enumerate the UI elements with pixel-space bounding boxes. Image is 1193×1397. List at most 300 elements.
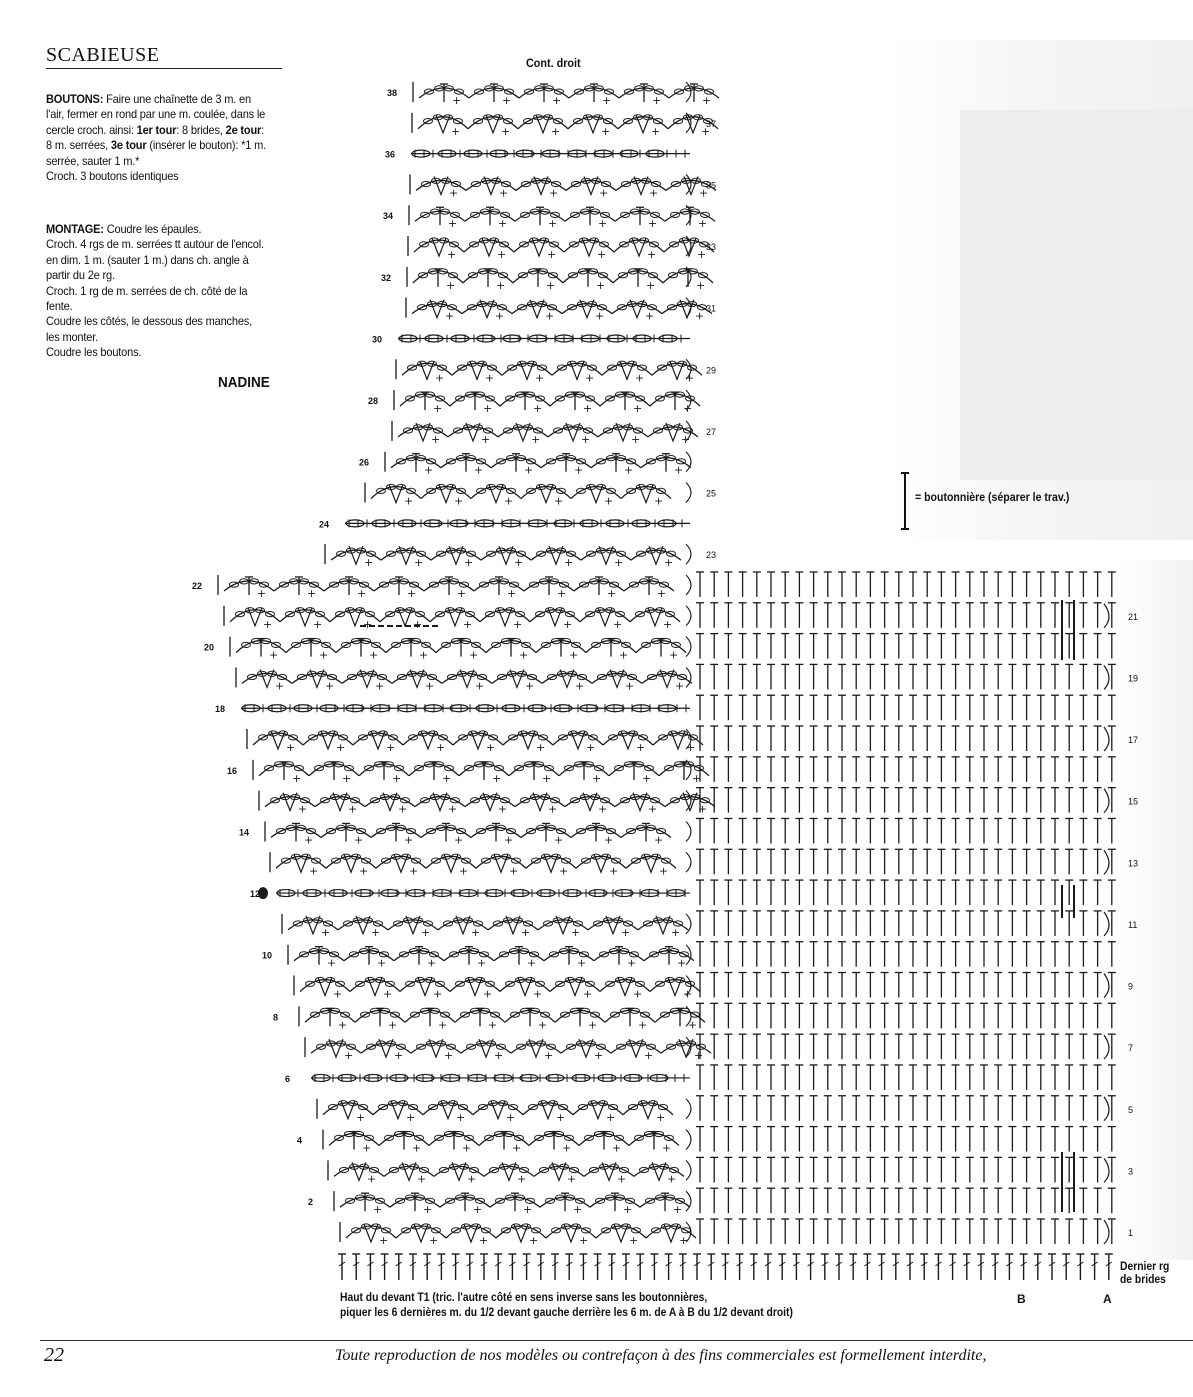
single-crochet-stitch: + — [386, 741, 396, 755]
single-crochet-stitch: + — [519, 648, 529, 662]
single-crochet-stitch: + — [635, 371, 645, 385]
single-crochet-stitch: + — [447, 248, 457, 262]
single-crochet-stitch: + — [419, 648, 429, 662]
single-crochet-stitch: + — [624, 463, 634, 477]
single-crochet-stitch: + — [638, 1018, 648, 1032]
fan-stitch — [656, 916, 670, 934]
single-crochet-stitch: + — [598, 217, 608, 231]
single-crochet-stitch: + — [557, 586, 567, 600]
fan-stitch — [516, 423, 530, 441]
single-crochet-stitch: + — [613, 617, 623, 631]
fan-stitch — [566, 423, 580, 441]
turning-chain — [686, 1130, 691, 1150]
single-crochet-stitch: + — [545, 309, 555, 323]
turning-chain — [686, 821, 691, 841]
single-crochet-stitch: + — [429, 1234, 439, 1247]
turning-chain — [1104, 974, 1109, 998]
row-number-label: 4 — [297, 1135, 303, 1146]
fan-stitch — [552, 1162, 566, 1180]
turning-chain — [686, 483, 691, 503]
single-crochet-stitch: + — [662, 1141, 672, 1155]
single-crochet-stitch: + — [309, 864, 319, 878]
single-crochet-stitch: + — [481, 432, 491, 446]
single-crochet-stitch: + — [363, 617, 373, 631]
fan-stitch — [529, 1039, 543, 1057]
fan-stitch — [310, 669, 324, 687]
single-crochet-stitch: + — [538, 1018, 548, 1032]
single-crochet-stitch: + — [656, 1110, 666, 1124]
single-crochet-stitch: + — [673, 1203, 683, 1217]
turning-chain — [1104, 1220, 1109, 1244]
single-crochet-stitch: + — [699, 186, 709, 200]
single-crochet-stitch: + — [631, 432, 641, 446]
fan-stitch — [349, 546, 363, 564]
turning-chain — [1104, 850, 1109, 874]
single-crochet-stitch: + — [362, 1141, 372, 1155]
single-crochet-stitch: + — [325, 679, 335, 693]
fan-stitch — [533, 793, 547, 811]
single-crochet-stitch: + — [499, 186, 509, 200]
single-crochet-stitch: + — [579, 1234, 589, 1247]
row-number-label: 30 — [372, 334, 383, 345]
single-crochet-stitch: + — [414, 556, 424, 570]
fan-stitch — [416, 423, 430, 441]
single-crochet-stitch: + — [359, 864, 369, 878]
single-crochet-stitch: + — [698, 217, 708, 231]
single-crochet-stitch: + — [498, 802, 508, 816]
single-crochet-stitch: + — [701, 124, 711, 138]
fan-stitch — [634, 176, 648, 194]
fan-stitch — [502, 1162, 516, 1180]
single-crochet-stitch: + — [663, 617, 673, 631]
fan-stitch — [660, 669, 674, 687]
mark-a: A — [1103, 1292, 1112, 1306]
single-crochet-stitch: + — [688, 1018, 698, 1032]
single-crochet-stitch: + — [671, 925, 681, 939]
single-crochet-stitch: + — [547, 248, 557, 262]
single-crochet-stitch: + — [495, 309, 505, 323]
turning-chain — [1104, 665, 1109, 689]
single-crochet-stitch: + — [601, 124, 611, 138]
row-number-label: 7 — [1128, 1043, 1134, 1054]
single-crochet-stitch: + — [427, 956, 437, 970]
single-crochet-stitch: + — [452, 94, 462, 107]
single-crochet-stitch: + — [471, 925, 481, 939]
turning-chain — [1104, 1097, 1109, 1121]
row-number-label: 12 — [250, 889, 261, 900]
single-crochet-stitch: + — [564, 556, 574, 570]
fan-stitch — [534, 176, 548, 194]
single-crochet-stitch: + — [531, 432, 541, 446]
fan-stitch — [606, 916, 620, 934]
fan-stitch — [430, 300, 444, 318]
single-crochet-stitch: + — [473, 1203, 483, 1217]
fan-stitch — [283, 793, 297, 811]
single-crochet-stitch: + — [436, 741, 446, 755]
fan-stitch — [666, 423, 680, 441]
single-crochet-stitch: + — [573, 1203, 583, 1217]
single-crochet-stitch: + — [497, 248, 507, 262]
single-crochet-stitch: + — [536, 741, 546, 755]
single-crochet-stitch: + — [509, 864, 519, 878]
row-number-label: 9 — [1128, 981, 1134, 992]
row-number-label: 18 — [215, 704, 226, 715]
single-crochet-stitch: + — [392, 771, 402, 785]
single-crochet-stitch: + — [488, 1018, 498, 1032]
single-crochet-stitch: + — [257, 586, 267, 600]
footer-rule — [40, 1340, 1193, 1341]
single-crochet-stitch: + — [357, 586, 367, 600]
fan-stitch — [480, 300, 494, 318]
single-crochet-stitch: + — [448, 802, 458, 816]
single-crochet-stitch: + — [586, 741, 596, 755]
fan-stitch — [433, 793, 447, 811]
single-crochet-stitch: + — [407, 586, 417, 600]
single-crochet-stitch: + — [338, 1018, 348, 1032]
fan-stitch — [456, 916, 470, 934]
single-crochet-stitch: + — [486, 741, 496, 755]
single-crochet-stitch: + — [525, 679, 535, 693]
single-crochet-stitch: + — [604, 833, 614, 847]
single-crochet-stitch: + — [629, 1234, 639, 1247]
pattern-title: SCABIEUSE — [46, 44, 160, 66]
fan-stitch — [452, 1162, 466, 1180]
designer-name: NADINE — [218, 374, 270, 391]
single-crochet-stitch: + — [448, 217, 458, 231]
single-crochet-stitch: + — [599, 186, 609, 200]
single-crochet-stitch: + — [409, 864, 419, 878]
single-crochet-stitch: + — [649, 186, 659, 200]
turning-chain — [686, 1191, 691, 1211]
turning-chain — [686, 575, 691, 595]
single-crochet-stitch: + — [462, 1141, 472, 1155]
single-crochet-stitch: + — [371, 925, 381, 939]
fan-stitch — [616, 423, 630, 441]
fan-stitch — [530, 300, 544, 318]
single-crochet-stitch: + — [546, 278, 556, 292]
single-crochet-stitch: + — [696, 278, 706, 292]
row-number-label: 3 — [1128, 1166, 1134, 1177]
single-crochet-stitch: + — [286, 741, 296, 755]
single-crochet-stitch: + — [445, 309, 455, 323]
fan-stitch — [556, 916, 570, 934]
single-crochet-stitch: + — [574, 463, 584, 477]
single-crochet-stitch: + — [433, 987, 443, 1001]
fan-stitch — [499, 546, 513, 564]
single-crochet-stitch: + — [406, 1110, 416, 1124]
turning-chain — [686, 544, 691, 564]
row-number-label: 22 — [192, 580, 203, 591]
row-number-label: 2 — [308, 1197, 314, 1208]
single-crochet-stitch: + — [517, 1172, 527, 1186]
turning-chain — [1104, 727, 1109, 751]
single-crochet-stitch: + — [583, 402, 593, 416]
turning-chain — [1104, 604, 1109, 628]
row-number-label: 17 — [1128, 735, 1139, 746]
single-crochet-stitch: + — [642, 771, 652, 785]
row-number-label: 29 — [706, 365, 717, 376]
row-number-label: 6 — [285, 1073, 291, 1084]
single-crochet-stitch: + — [685, 371, 695, 385]
single-crochet-stitch: + — [423, 1203, 433, 1217]
single-crochet-stitch: + — [651, 124, 661, 138]
single-crochet-stitch: + — [698, 802, 708, 816]
last-row-label: Dernier rg de brides — [1120, 1259, 1170, 1286]
fan-stitch — [466, 423, 480, 441]
single-crochet-stitch: + — [421, 925, 431, 939]
single-crochet-stitch: + — [474, 463, 484, 477]
single-crochet-stitch: + — [627, 956, 637, 970]
turning-chain — [686, 760, 691, 780]
single-crochet-stitch: + — [524, 463, 534, 477]
single-crochet-stitch: + — [548, 217, 558, 231]
fan-stitch — [633, 793, 647, 811]
single-crochet-stitch: + — [669, 648, 679, 662]
single-crochet-stitch: + — [567, 1172, 577, 1186]
turning-chain — [1104, 912, 1109, 936]
single-crochet-stitch: + — [697, 248, 707, 262]
row-number-label: 11 — [1128, 919, 1138, 930]
single-crochet-stitch: + — [404, 833, 414, 847]
single-crochet-stitch: + — [433, 402, 443, 416]
fan-stitch — [333, 793, 347, 811]
fan-stitch — [579, 1039, 593, 1057]
single-crochet-stitch: + — [464, 556, 474, 570]
single-crochet-stitch: + — [623, 1203, 633, 1217]
single-crochet-stitch: + — [377, 956, 387, 970]
single-crochet-stitch: + — [298, 802, 308, 816]
single-crochet-stitch: + — [652, 94, 662, 107]
fan-stitch — [580, 300, 594, 318]
turning-chain — [686, 452, 691, 472]
row-number-label: 27 — [706, 426, 717, 437]
single-crochet-stitch: + — [275, 679, 285, 693]
single-crochet-stitch: + — [633, 987, 643, 1001]
single-crochet-stitch: + — [292, 771, 302, 785]
fan-stitch — [383, 793, 397, 811]
row-number-label: 24 — [319, 519, 330, 530]
single-crochet-stitch: + — [559, 864, 569, 878]
single-crochet-stitch: + — [548, 802, 558, 816]
single-crochet-stitch: + — [494, 1049, 504, 1063]
single-crochet-stitch: + — [504, 494, 514, 508]
fan-stitch — [402, 1162, 416, 1180]
single-crochet-stitch: + — [507, 586, 517, 600]
single-crochet-stitch: + — [444, 1049, 454, 1063]
turning-chain — [686, 914, 691, 934]
single-crochet-stitch: + — [446, 278, 456, 292]
fan-stitch — [484, 176, 498, 194]
fan-stitch — [306, 916, 320, 934]
single-crochet-stitch: + — [596, 278, 606, 292]
single-crochet-stitch: + — [549, 186, 559, 200]
single-crochet-stitch: + — [304, 833, 314, 847]
single-crochet-stitch: + — [571, 925, 581, 939]
single-crochet-stitch: + — [449, 186, 459, 200]
single-crochet-stitch: + — [477, 956, 487, 970]
single-crochet-stitch: + — [675, 679, 685, 693]
row-number-label: 38 — [387, 88, 398, 98]
turning-chain — [686, 852, 691, 872]
single-crochet-stitch: + — [654, 494, 664, 508]
single-crochet-stitch: + — [577, 956, 587, 970]
single-crochet-stitch: + — [604, 494, 614, 508]
row-number-label: 34 — [383, 211, 394, 222]
single-crochet-stitch: + — [512, 1141, 522, 1155]
single-crochet-stitch: + — [527, 956, 537, 970]
fan-stitch — [399, 546, 413, 564]
single-crochet-stitch: + — [617, 1172, 627, 1186]
single-crochet-stitch: + — [475, 679, 485, 693]
fan-stitch — [379, 1039, 393, 1057]
single-crochet-stitch: + — [695, 309, 705, 323]
single-crochet-stitch: + — [614, 556, 624, 570]
fan-stitch — [584, 176, 598, 194]
single-crochet-stitch: + — [375, 679, 385, 693]
buttons-instructions: BOUTONS: Faire une chaînette de 3 m. en l'air, fermer en rond par une m. coulée, dans le cercle croch. ainsi: 1er tour: 8 brides, 2e tour: 8 m. serrées, 3e tour (insérer le bouton): *1 m. serrée, sauter 1 m.* Croch. 3 boutons identiques — [46, 92, 267, 184]
single-crochet-stitch: + — [333, 987, 343, 1001]
single-crochet-stitch: + — [575, 679, 585, 693]
single-crochet-stitch: + — [327, 956, 337, 970]
single-crochet-stitch: + — [431, 432, 441, 446]
row-number-label: 20 — [204, 642, 215, 653]
single-crochet-stitch: + — [648, 802, 658, 816]
single-crochet-stitch: + — [412, 1141, 422, 1155]
row-number-label: 14 — [239, 827, 250, 838]
single-crochet-stitch: + — [597, 248, 607, 262]
single-crochet-stitch: + — [483, 987, 493, 1001]
turning-chain — [686, 1160, 691, 1180]
single-crochet-stitch: + — [501, 124, 511, 138]
single-crochet-stitch: + — [438, 1018, 448, 1032]
row-number-label: 16 — [227, 765, 238, 776]
page-number: 22 — [44, 1344, 64, 1366]
chart-caption: Haut du devant T1 (tric. l'autre côté en sens inverse sans les boutonnières, piquer les 6 dernières m. du 1/2 devant gauche derrière les 6 m. de A à B du 1/2 devant droit) — [340, 1290, 793, 1319]
single-crochet-stitch: + — [686, 741, 696, 755]
single-crochet-stitch: + — [404, 494, 414, 508]
single-crochet-stitch: + — [523, 1203, 533, 1217]
single-crochet-stitch: + — [269, 648, 279, 662]
chart-top-label: Cont. droit — [526, 56, 581, 70]
single-crochet-stitch: + — [369, 648, 379, 662]
row-number-label: 32 — [381, 272, 392, 283]
fan-stitch — [630, 300, 644, 318]
row-number-label: 15 — [1128, 796, 1139, 807]
fan-stitch — [352, 1162, 366, 1180]
turning-chain — [686, 637, 691, 657]
single-crochet-stitch: + — [664, 556, 674, 570]
single-crochet-stitch: + — [551, 124, 561, 138]
row-number-label: 1 — [1128, 1228, 1134, 1238]
single-crochet-stitch: + — [583, 987, 593, 1001]
single-crochet-stitch: + — [554, 494, 564, 508]
single-crochet-stitch: + — [595, 309, 605, 323]
single-crochet-stitch: + — [442, 771, 452, 785]
single-crochet-stitch: + — [435, 371, 445, 385]
fan-stitch — [479, 1039, 493, 1057]
single-crochet-stitch: + — [521, 925, 531, 939]
single-crochet-stitch: + — [683, 402, 693, 416]
row-number-label: 35 — [706, 180, 717, 191]
fan-stitch — [649, 546, 663, 564]
single-crochet-stitch: + — [621, 925, 631, 939]
single-crochet-stitch: + — [609, 864, 619, 878]
single-crochet-stitch: + — [373, 1203, 383, 1217]
fan-stitch — [260, 669, 274, 687]
mark-b: B — [1017, 1292, 1026, 1306]
single-crochet-stitch: + — [585, 371, 595, 385]
turning-chain — [1104, 789, 1109, 813]
single-crochet-stitch: + — [692, 771, 702, 785]
single-crochet-stitch: + — [463, 617, 473, 631]
single-crochet-stitch: + — [694, 1049, 704, 1063]
single-crochet-stitch: + — [313, 617, 323, 631]
single-crochet-stitch: + — [648, 217, 658, 231]
row-number-label: 33 — [706, 242, 717, 253]
single-crochet-stitch: + — [544, 1049, 554, 1063]
single-crochet-stitch: + — [592, 771, 602, 785]
single-crochet-stitch: + — [644, 1049, 654, 1063]
fan-stitch — [583, 793, 597, 811]
single-crochet-stitch: + — [454, 494, 464, 508]
single-crochet-stitch: + — [612, 1141, 622, 1155]
single-crochet-stitch: + — [529, 1234, 539, 1247]
fan-stitch — [549, 546, 563, 564]
fan-stitch — [599, 546, 613, 564]
fan-stitch — [406, 916, 420, 934]
single-crochet-stitch: + — [619, 648, 629, 662]
fan-stitch — [602, 1162, 616, 1180]
single-crochet-stitch: + — [469, 648, 479, 662]
fan-stitch — [434, 176, 448, 194]
turning-chain — [1104, 1035, 1109, 1059]
single-crochet-stitch: + — [581, 432, 591, 446]
single-crochet-stitch: + — [319, 648, 329, 662]
single-crochet-stitch: + — [263, 617, 273, 631]
single-crochet-stitch: + — [535, 371, 545, 385]
single-crochet-stitch: + — [398, 802, 408, 816]
single-crochet-stitch: + — [454, 833, 464, 847]
single-crochet-stitch: + — [348, 802, 358, 816]
single-crochet-stitch: + — [467, 1172, 477, 1186]
single-crochet-stitch: + — [504, 833, 514, 847]
single-crochet-stitch: + — [367, 1172, 377, 1186]
single-crochet-stitch: + — [457, 586, 467, 600]
row-number-label: 36 — [385, 149, 396, 160]
single-crochet-stitch: + — [588, 1018, 598, 1032]
single-crochet-stitch: + — [674, 463, 684, 477]
single-crochet-stitch: + — [514, 556, 524, 570]
single-crochet-stitch: + — [498, 217, 508, 231]
legend-text: = boutonnière (séparer le trav.) — [915, 490, 1070, 504]
copyright-notice: Toute reproduction de nos modèles ou contrefaçon à des fins commerciales est formellement interdite, — [335, 1347, 987, 1364]
single-crochet-stitch: + — [307, 586, 317, 600]
single-crochet-stitch: + — [533, 987, 543, 1001]
fan-stitch — [510, 669, 524, 687]
single-crochet-stitch: + — [413, 617, 423, 631]
fan-stitch — [610, 669, 624, 687]
single-crochet-stitch: + — [425, 679, 435, 693]
single-crochet-stitch: + — [659, 864, 669, 878]
single-crochet-stitch: + — [356, 1110, 366, 1124]
turning-chain — [686, 606, 691, 626]
fan-stitch — [483, 793, 497, 811]
single-crochet-stitch: + — [598, 802, 608, 816]
single-crochet-stitch: + — [683, 987, 693, 1001]
row-number-label: 19 — [1128, 673, 1139, 684]
turning-chain — [1104, 1158, 1109, 1182]
fan-stitch — [680, 300, 694, 318]
